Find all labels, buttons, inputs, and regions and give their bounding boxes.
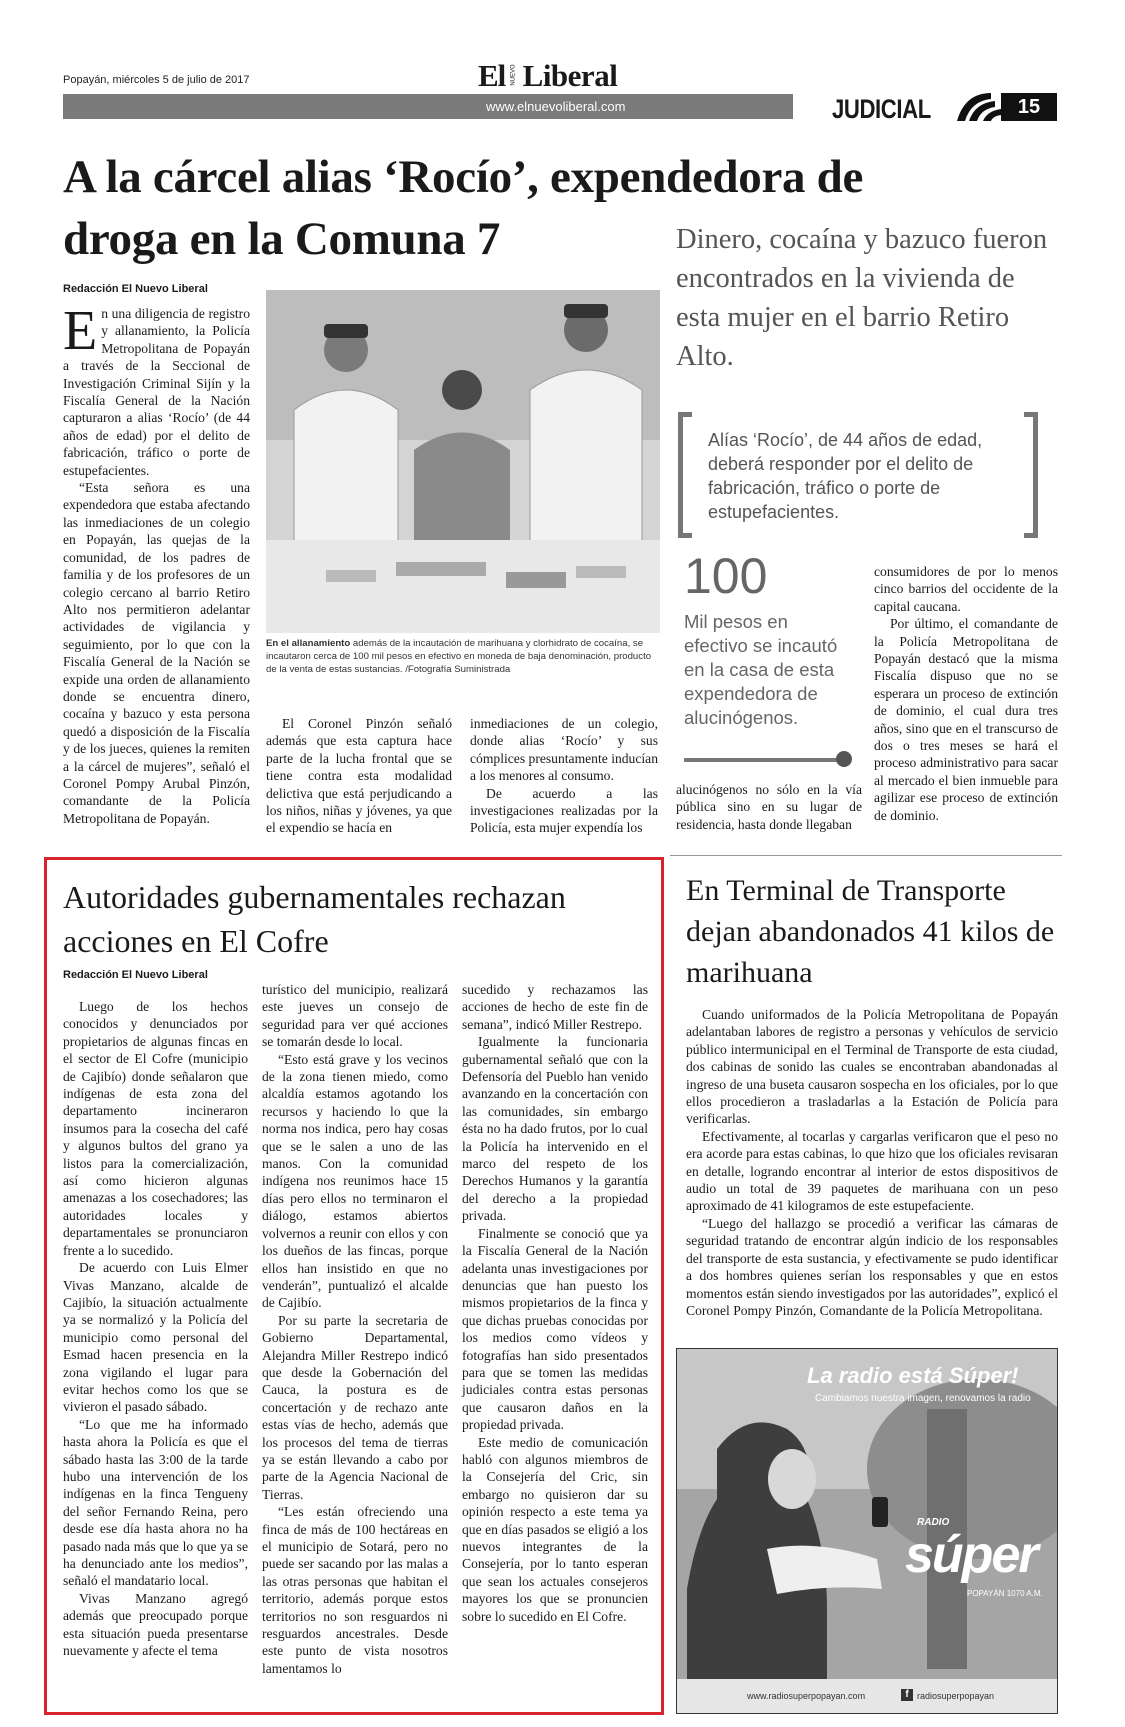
article2-paragraph: Luego de los hechos conocidos y denunciados por propietarios de algunas fincas en el sector de El Cofre (municipio de Cajibío) donde señalaron que indígenas de esta zona del departamento incineraron insumos para la cosecha del café y algunos bultos del grano ya listos para la comercialización, así como hicieron algunas amenazas a los cosechadores; las autoridades locales y departamentales se pronunciaron frente a lo sucedido. xyxy=(63,999,248,1258)
lead-paragraph: n una diligencia de registro y allanamiento, la Policía Metropolitana de Popayán a través de la Seccional de Investigación Criminal Sijín y la Fiscalía General de la Nación capturaron a alias ‘Rocío’ (de 44 años de edad) por el delito de fabricación, tráfico o porte de estupefacientes. xyxy=(63,306,250,478)
lead-photo xyxy=(266,290,660,633)
lead-byline: Redacción El Nuevo Liberal xyxy=(63,283,208,295)
bracket-right xyxy=(1024,412,1038,538)
article2-paragraph: “Esto está grave y los vecinos de la zona tienen miedo, como alcaldía estamos agotando los recursos y haciendo lo que la norma nos indica, pero hay cosas que se le salen a uno de las manos. Con la comunidad indígena nos reunimos hace 15 días pero ellos no terminaron el diálogo, estamos abiertos volvernos a reunir con ellos y con los dueños de las fincas, porque ellos han insistido en que no venderán”, puntualizó el alcalde de Cajibío. xyxy=(262,1051,448,1311)
article2-paragraph: Finalmente se conoció que ya la Fiscalía General de la Nación adelanta unas investigaciones por denuncias que han puesto los mismos propietarios de la finca y que dichas pruebas conocidas por los medios como vídeos y fotografías han sido presentados para que se tomen las medidas judiciales contra estas personas que causaron daños en la propiedad privada. xyxy=(462,1225,648,1433)
ad-url[interactable]: www.radiosuperpopayan.com xyxy=(747,1691,866,1701)
section-divider xyxy=(670,855,1062,856)
article3-paragraph: Cuando uniformados de la Policía Metropolitana de Popayán adelantaban labores de registro a personas y vehículos de servicio público intermunicipal en el Terminal de Transporte de esta ciudad, dos cabinas de sonido las cuales se encontraban abandonadas al ingreso de una buseta causaron sospecha en los oficiales, por lo que ellos procedieron a trasladarlas a la Estación de Policía para verificarlas. xyxy=(686,1007,1058,1127)
article3-paragraph: Efectivamente, al tocarlas y cargarlas verificaron que el peso no era acorde para estas cabinas, lo que hizo que los oficiales revisaran en detalle, logrando encontrar al interior de estos dispositivos de audio un total de 39 paquetes de marihuana con un peso aproximado de 41 kilogramos de este estupefaciente. xyxy=(686,1128,1058,1214)
pullquote-box xyxy=(678,412,1038,538)
page-number: 15 xyxy=(1001,93,1057,121)
lead-paragraph: consumidores de por lo menos cinco barrios del occidente de la capital caucana. xyxy=(874,564,1058,614)
lead-paragraph: El Coronel Pinzón señaló además que esta captura hace parte de la lucha frontal que se tiene contra esta modalidad delictiva que está perjudicando a los niños, niñas y jóvenes, ya que el expendio se hacía en xyxy=(266,716,452,836)
article3-body xyxy=(686,1006,1058,1319)
article2-paragraph: Este medio de comunicación habló con algunos miembros de la Consejería del Cric, sin embargo no quisieron dar su opinión respecto a este tema ya que en días pasados se eligió a los nuevos integrantes de la Consejería, por lo tanto esperan que sean los actuales consejeros mayores los que se pronuncien sobre lo sucedido en El Cofre. xyxy=(462,1434,648,1624)
ad-subline: Cambiamos nuestra imagen, renovamos la radio xyxy=(815,1393,1031,1404)
drop-cap: E xyxy=(63,300,98,362)
lead-paragraph: inmediaciones de un colegio, donde alias ‘Rocío’ y sus cómplices presuntamente inducían a los menores al consumo. xyxy=(470,716,658,784)
stat-text: Mil pesos en efectivo se incautó en la casa de esta expendedora de alucinógenos. xyxy=(684,611,838,728)
article2-column-3 xyxy=(462,981,648,1625)
logo-liberal: Liberal xyxy=(522,58,618,93)
ad-facebook[interactable]: radiosuperpopayan xyxy=(917,1691,995,1701)
header-bar xyxy=(63,94,793,119)
article2-paragraph: sucedido y rechazamos las acciones de hecho de este fin de semana”, indicó Miller Restrepo. xyxy=(462,982,648,1032)
article2-column-2 xyxy=(262,981,448,1677)
article2-paragraph: Igualmente la funcionaria gubernamental señaló que con la Defensoría del Pueblo han venido avanzando en la concertación con las comunidades, sin embargo ésta no ha dado frutos, por lo cual la Policía ha intervenido en el marco del respeto de los Derechos Humanos y la garantía del derecho a la propiedad privada. xyxy=(462,1034,648,1224)
lead-column-4 xyxy=(676,781,862,833)
lead-paragraph: Por último, el comandante de la Policía Metropolitana de Popayán destacó que la misma Fiscalía dispuso que no se esperara un proceso de extinción de dominio, el cual dura tres años, sino que en el transcurso de dos o tres meses se hará el proceso administrativo para sacar al mercado el bien inmueble para agilizar ese proceso de extinción de dominio. xyxy=(874,616,1058,823)
facebook-icon: f xyxy=(901,1689,913,1701)
article2-headline: Autoridades gubernamentales rechazan acciones en El Cofre xyxy=(63,879,566,959)
website-link[interactable]: www.elnuevoliberal.com xyxy=(486,99,626,114)
section-label: JUDICIAL xyxy=(832,94,931,124)
photo-caption xyxy=(266,637,660,676)
ad-brand-small: RADIO xyxy=(917,1517,950,1528)
article3-headline: En Terminal de Transporte dejan abandonados 41 kilos de marihuana xyxy=(686,874,1055,989)
issue-date: Popayán, miércoles 5 de julio de 2017 xyxy=(63,74,250,86)
lead-column-2 xyxy=(266,715,452,837)
lead-column-5 xyxy=(874,563,1058,824)
section-stripe-icon xyxy=(957,91,1007,123)
article2-paragraph: De acuerdo con Luis Elmer Vivas Manzano, alcalde de Cajibío, la situación actualmente ya se normalizó y la Policía del municipio como personal del Esmad hacen presencia en la zona vigilando el lugar para evitar hechos como los que se vivieron el pasado sábado. xyxy=(63,1260,248,1415)
radio-super-ad[interactable] xyxy=(676,1348,1058,1714)
photo-illustration xyxy=(266,290,660,633)
lead-column-3 xyxy=(470,715,658,837)
article2-paragraph: Vivas Manzano agregó además que preocupado porque esta situación pueda presentarse nuevamente y afecte el tema xyxy=(63,1590,248,1659)
stat-number: 100 xyxy=(684,548,768,604)
lead-paragraph: “Esta señora es una expendedora que estaba afectando las inmediaciones de un colegio en Popayán, las quejas de la comunidad, de los padres de familia y de los profesores de un colegio cercano al barrio Retiro Alto nos permitieron adelantar actividades de vigilancia y seguimiento, por lo que con la Fiscalía General de la Nación se expide una orden de allanamiento donde se encuentra dinero, cocaína y bazuco y esta persona quedó a disposición de la Fiscalía y de los jueces, quienes la remiten a la cárcel de mujeres”, señaló el Coronel Pompy Arubal Pinzón, comandante de la Policía Metropolitana de Popayán. xyxy=(63,480,250,826)
photo-caption-lead: En el allanamiento xyxy=(266,638,351,649)
logo-el: El xyxy=(478,58,506,93)
ad-brand-city: POPAYÁN 1070 A.M. xyxy=(967,1589,1043,1598)
lead-paragraph: alucinógenos no sólo en la vía pública sino en su lugar de residencia, hasta donde llegaban xyxy=(676,782,862,832)
masthead-logo xyxy=(478,58,617,92)
pullquote-text: Alías ‘Rocío’, de 44 años de edad, deberá responder por el delito de fabricación, tráfico o porte de estupefacientes. xyxy=(708,430,983,522)
lead-headline: A la cárcel alias ‘Rocío’, expendedora de droga en la Comuna 7 xyxy=(63,151,864,265)
article2-column-1 xyxy=(63,998,248,1659)
article2-paragraph: Por su parte la secretaria de Gobierno Departamental, Alejandra Miller Restrepo indicó que desde la Gobernación del Cauca, la postura es de concertación y de rechazo ante estas vías de hecho, además que los procesos del tema de tierras ya se están llevando a cabo por parte de la Agencia Nacional de Tierras. xyxy=(262,1312,448,1502)
article2-paragraph: “Les están ofreciendo una finca de más de 100 hectáreas en el municipio de Sotará, pero no puede ser sacando por las malas a las otras personas que habitan el territorio, además porque estos territorios no son resguardos ni resguardos ancestrales. Desde este punto de vista nosotros lamentamos lo xyxy=(262,1504,448,1676)
lead-paragraph: De acuerdo a las investigaciones realizadas por la Policía, esta mujer expendía los xyxy=(470,785,658,836)
ad-brand: súper xyxy=(905,1526,1037,1584)
article2-paragraph: “Lo que me ha informado hasta ahora la Policía es que el sábado hasta las 3:00 de la tarde hubo una intervención de los indígenas en la finca Tengueny del señor Fernando Reina, pero desde ese día hasta ahora no ha pasado nada más que lo que ya se ha denunciado ante los medios”, señaló el mandatario local. xyxy=(63,1416,248,1589)
lead-deck: Dinero, cocaína y bazuco fueron encontrados en la vivienda de esta mujer en el barrio Retiro Alto. xyxy=(676,224,1048,372)
ad-headline: La radio está Súper! xyxy=(807,1363,1019,1388)
article3-paragraph: “Luego del hallazgo se procedió a verificar las cámaras de seguridad tratando de encontrar algún indicio de los responsables del transporte de esta sustancia, y efectivamente se pudo identificar a dos hombres quienes serían los responsables y que en estos momentos están siendo investigados por las autoridades”, explicó el Coronel Pompy Pinzón, Comandante de la Policía Metropolitana. xyxy=(686,1215,1058,1318)
stat-dot xyxy=(836,751,852,767)
bracket-left xyxy=(678,412,692,538)
article2-paragraph: turístico del municipio, realizará este jueves un consejo de seguridad para ver qué acciones se tomarán desde lo local. xyxy=(262,982,448,1050)
article2-byline: Redacción El Nuevo Liberal xyxy=(63,969,208,981)
stat-rule xyxy=(684,758,844,762)
photo-caption-text: además de la incautación de marihuana y clorhidrato de cocaína, se incautaron cerca de 100 mil pesos en efectivo en moneda de baja denominación, producto de la venta de estas sustancias. /Fotografía Suministrada xyxy=(266,638,652,675)
lead-column-1 xyxy=(63,300,250,827)
logo-nuevo: NUEVO xyxy=(510,64,517,86)
